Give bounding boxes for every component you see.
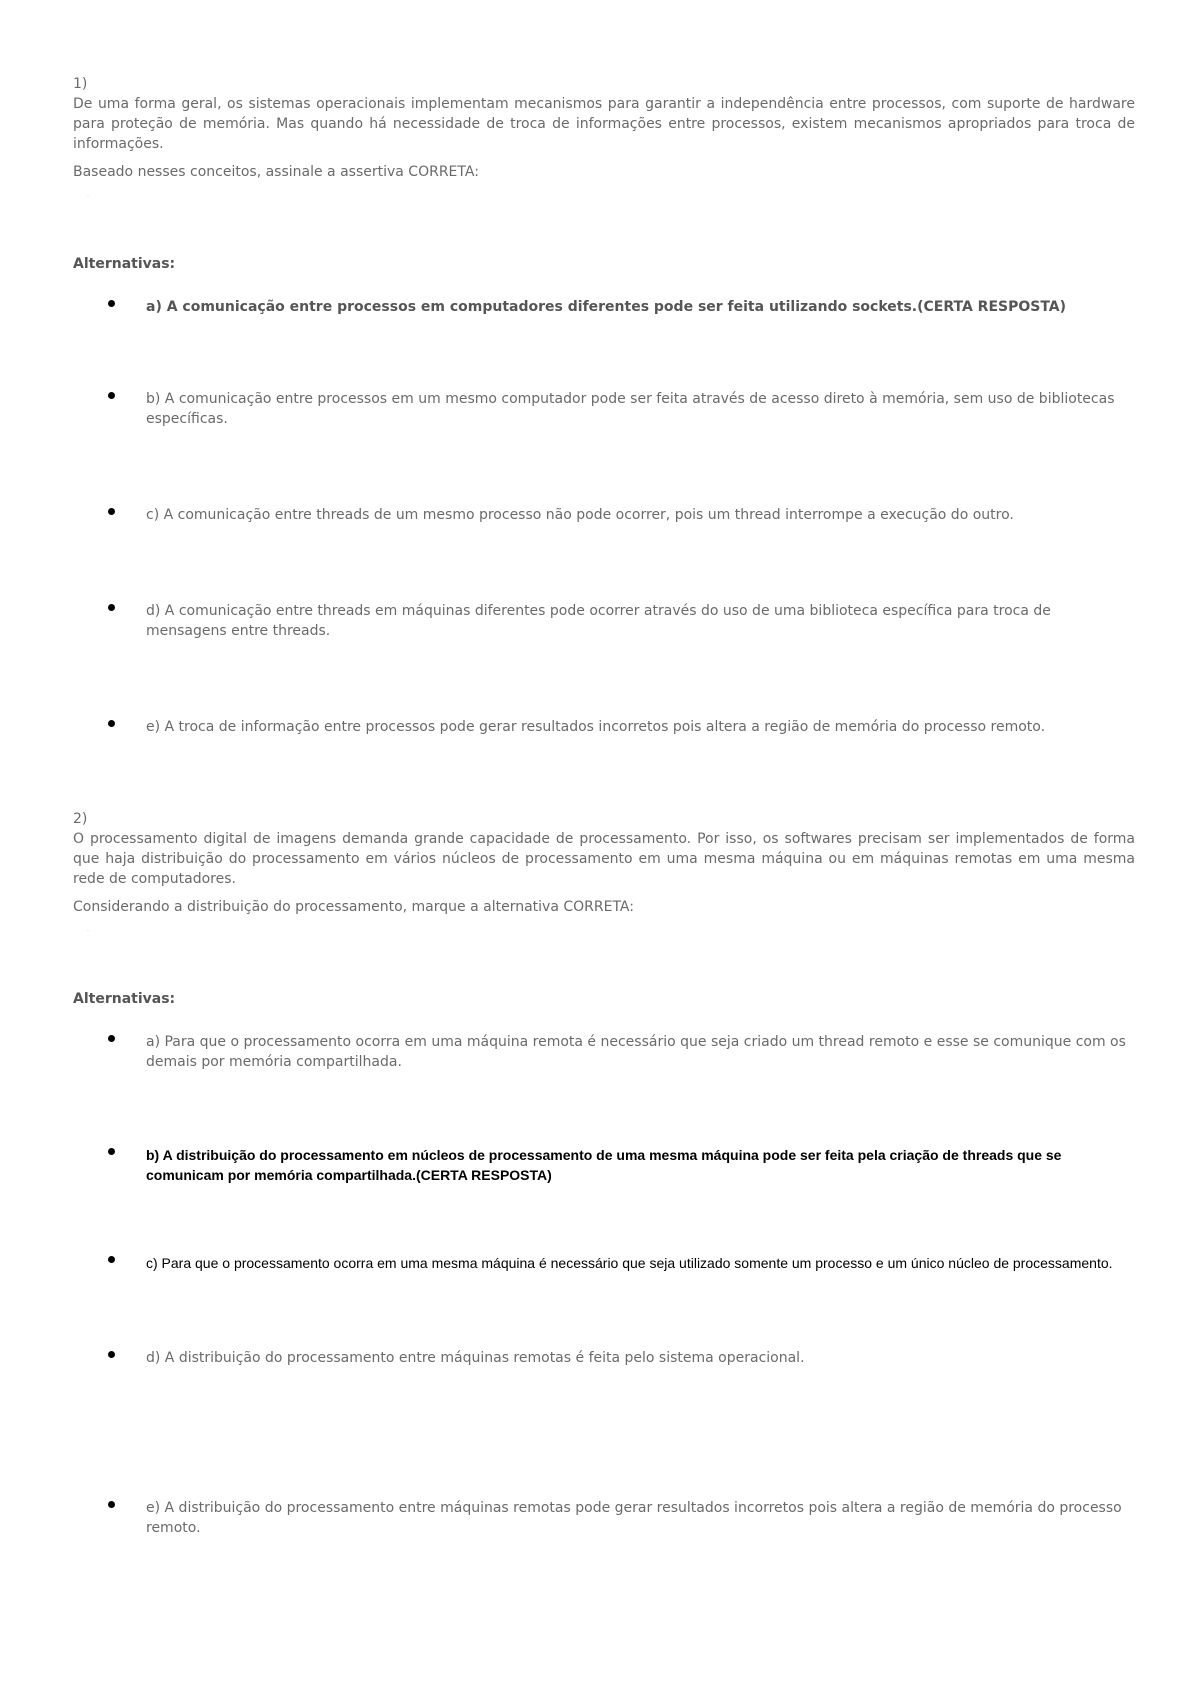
alternative-text: b) A comunicação entre processos em um mesmo computador pode ser feita através de acesso direto à memória, sem uso de bibliotecas específicas. [146, 391, 1115, 427]
alternatives-heading: Alternativas: [73, 256, 176, 272]
question-number: 1) [73, 76, 88, 92]
alternative-text: a) A comunicação entre processos em computadores diferentes pode ser feita utilizando sockets.(CERTA RESPOSTA) [146, 299, 1067, 315]
question-number: 2) [73, 811, 88, 827]
alternative-text: a) Para que o processamento ocorra em uma máquina remota é necessário que seja criado um thread remoto e esse se comunique com os demais por memória compartilhada. [146, 1034, 1126, 1070]
alternative-b [73, 1145, 1135, 1185]
bullet-icon [108, 300, 115, 307]
dot-mark: . [87, 926, 89, 933]
alternative-c [73, 1253, 1135, 1273]
question-text: O processamento digital de imagens demanda grande capacidade de processamento. Por isso, os softwares precisam ser implementados de forma que haja distribuição do processamento em vários núcleos de processamento em uma mesma máquina ou em máquinas remotas em uma mesma rede de computadores. [73, 831, 1135, 887]
question-text: De uma forma geral, os sistemas operacionais implementam mecanismos para garantir a independência entre processos, com suporte de hardware para proteção de memória. Mas quando há necessidade de troca de informações entre processos, existem mecanismos apropriados para troca de informações. [73, 96, 1135, 152]
bullet-icon [108, 508, 115, 515]
bullet-icon [108, 1148, 115, 1155]
question-1 [73, 74, 1135, 737]
bullet-icon [108, 1256, 115, 1263]
alternative-text: e) A distribuição do processamento entre máquinas remotas pode gerar resultados incorretos pois altera a região de memória do processo remoto. [146, 1500, 1122, 1536]
dot-mark: . [87, 191, 89, 198]
question-2 [73, 809, 1135, 1538]
alternative-text: b) A distribuição do processamento em núcleos de processamento de uma mesma máquina pode ser feita pela criação de threads que se comunicam por memória compartilhada.(CERTA RESPOSTA) [146, 1147, 1062, 1183]
alternative-a [73, 1032, 1135, 1072]
alternative-text: c) A comunicação entre threads de um mesmo processo não pode ocorrer, pois um thread interrompe a execução do outro. [146, 507, 1014, 523]
alternative-text: d) A distribuição do processamento entre máquinas remotas é feita pelo sistema operacional. [146, 1350, 805, 1366]
alternative-e [73, 1498, 1135, 1538]
question-prompt: Considerando a distribuição do processamento, marque a alternativa CORRETA: [73, 899, 634, 915]
alternative-c [73, 505, 1135, 525]
bullet-icon [108, 1351, 115, 1358]
alternative-e [73, 717, 1135, 737]
alternative-a [73, 297, 1135, 317]
alternative-text: c) Para que o processamento ocorra em uma mesma máquina é necessário que seja utilizado somente um processo e um único núcleo de processamento. [146, 1255, 1113, 1271]
question-prompt: Baseado nesses conceitos, assinale a assertiva CORRETA: [73, 164, 479, 180]
alternatives-heading: Alternativas: [73, 991, 176, 1007]
alternative-b [73, 389, 1135, 429]
alternative-d [73, 1348, 1135, 1368]
bullet-icon [108, 604, 115, 611]
alternative-text: e) A troca de informação entre processos pode gerar resultados incorretos pois altera a região de memória do processo remoto. [146, 719, 1046, 735]
alternatives-list [73, 1032, 1135, 1538]
alternatives-list [73, 297, 1135, 737]
bullet-icon [108, 1501, 115, 1508]
alternative-text: d) A comunicação entre threads em máquinas diferentes pode ocorrer através do uso de uma biblioteca específica para troca de mensagens entre threads. [146, 603, 1051, 639]
document-page [73, 74, 1135, 1538]
alternative-d [73, 601, 1135, 641]
bullet-icon [108, 720, 115, 727]
bullet-icon [108, 1035, 115, 1042]
bullet-icon [108, 392, 115, 399]
